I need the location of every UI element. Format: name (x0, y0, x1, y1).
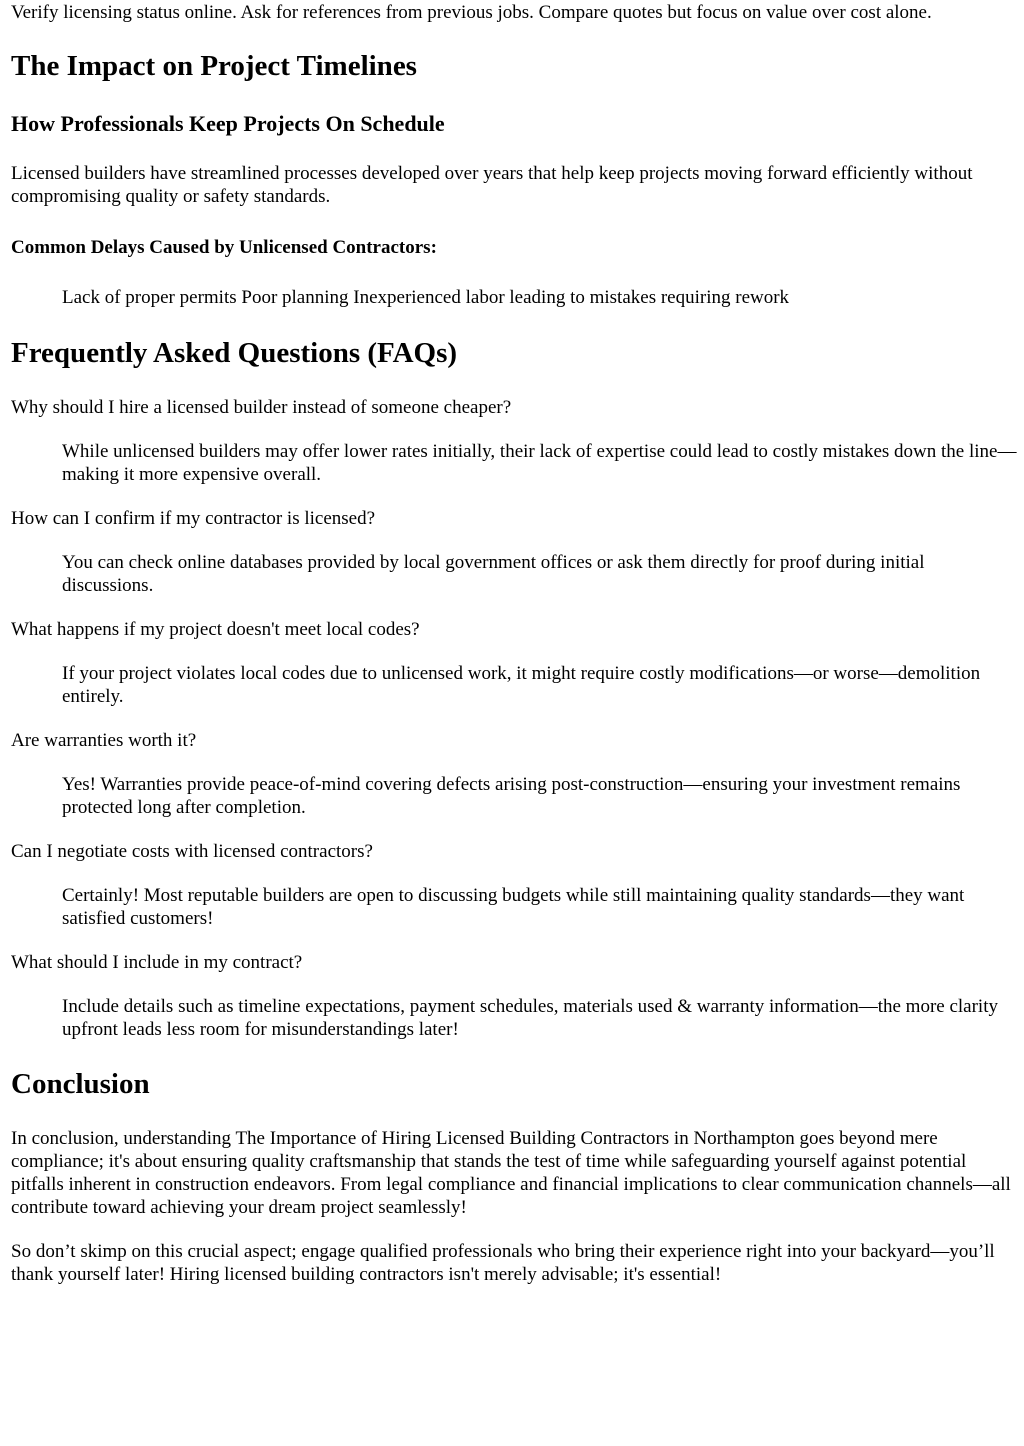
faq-question: Can I negotiate costs with licensed contractors? (11, 841, 373, 862)
timelines-paragraph: Licensed builders have streamlined processes developed over years that help keep projects moving forward efficiently without compromising quality or safety standards. (11, 163, 973, 207)
faq-answer: While unlicensed builders may offer lower rates initially, their lack of expertise could lead to costly mistakes down the line—making it more expensive overall. (62, 441, 1017, 485)
timelines-heading: The Impact on Project Timelines (11, 50, 417, 82)
faq-question: What should I include in my contract? (11, 952, 303, 973)
faq-answer: Certainly! Most reputable builders are open to discussing budgets while still maintaining quality standards—they want satisfied customers! (62, 885, 965, 929)
intro-text: Verify licensing status online. Ask for references from previous jobs. Compare quotes but focus on value over cost alone. (11, 2, 932, 23)
faq-question: Are warranties worth it? (11, 730, 197, 751)
faq-question: Why should I hire a licensed builder instead of someone cheaper? (11, 397, 512, 418)
timelines-subheading: How Professionals Keep Projects On Schedule (11, 111, 445, 136)
faq-question: What happens if my project doesn't meet local codes? (11, 619, 420, 640)
conclusion-paragraph-1: In conclusion, understanding The Importance of Hiring Licensed Building Contractors in Northampton goes beyond mere compliance; it's about ensuring quality craftsmanship that stands the test of time while safeguarding yourself against potential pitfalls inherent in construction endeavors. From legal compliance and financial implications to clear communication channels—all contribute toward achieving your dream project seamlessly! (11, 1128, 1011, 1218)
faq-answer: Include details such as timeline expectations, payment schedules, materials used & warranty information—the more clarity upfront leads less room for misunderstandings later! (62, 996, 998, 1040)
faq-answer: You can check online databases provided by local government offices or ask them directly for proof during initial discussions. (62, 552, 925, 596)
faq-answer: Yes! Warranties provide peace-of-mind covering defects arising post-construction—ensuring your investment remains protected long after completion. (62, 774, 961, 818)
conclusion-paragraph-2: So don’t skimp on this crucial aspect; engage qualified professionals who bring their experience right into your backyard—you’ll thank yourself later! Hiring licensed building contractors isn't merely advisable; it's essential! (11, 1241, 995, 1285)
faq-question: How can I confirm if my contractor is licensed? (11, 508, 376, 529)
delays-list: Lack of proper permits Poor planning Inexperienced labor leading to mistakes requiring rework (62, 287, 790, 308)
faq-heading: Frequently Asked Questions (FAQs) (11, 337, 458, 369)
conclusion-heading: Conclusion (11, 1068, 150, 1100)
faq-answer: If your project violates local codes due to unlicensed work, it might require costly modifications—or worse—demolition entirely. (62, 663, 981, 707)
delays-heading: Common Delays Caused by Unlicensed Contractors: (11, 237, 437, 258)
